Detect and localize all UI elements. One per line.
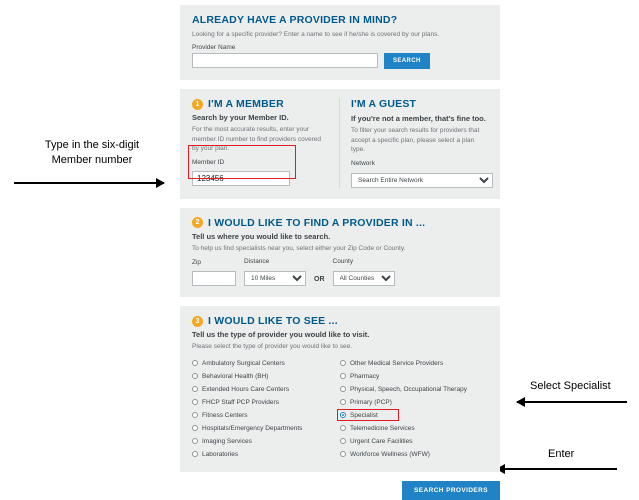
provider-card-title: ALREADY HAVE A PROVIDER IN MIND? bbox=[192, 14, 398, 26]
provider-type-option[interactable] bbox=[192, 422, 340, 435]
radio-icon[interactable] bbox=[340, 425, 346, 431]
provider-name-input[interactable] bbox=[192, 53, 378, 68]
radio-icon[interactable] bbox=[340, 399, 346, 405]
location-subtitle-strong: Tell us where you would like to search. bbox=[192, 231, 331, 241]
provider-type-option[interactable] bbox=[192, 383, 340, 396]
provider-type-option[interactable] bbox=[192, 435, 340, 448]
provider-type-option-label: Urgent Care Facilities bbox=[350, 437, 413, 445]
county-label: County bbox=[332, 258, 354, 266]
provider-type-option[interactable] bbox=[340, 396, 488, 409]
provider-type-options-right bbox=[340, 357, 488, 461]
provider-name-card bbox=[180, 5, 500, 80]
provider-type-option[interactable] bbox=[192, 370, 340, 383]
search-providers-button[interactable]: SEARCH PROVIDERS bbox=[402, 481, 500, 500]
radio-icon[interactable] bbox=[192, 399, 198, 405]
radio-icon[interactable] bbox=[192, 412, 198, 418]
guest-subtitle: To filter your search results for providers that accept a specific plan, please select a plan type. bbox=[351, 127, 480, 154]
provider-type-option[interactable] bbox=[192, 357, 340, 370]
provider-type-option-label: Specialist bbox=[350, 411, 378, 419]
provider-name-label: Provider Name bbox=[192, 44, 236, 52]
provider-type-option[interactable] bbox=[340, 435, 488, 448]
provider-type-option[interactable] bbox=[340, 422, 488, 435]
network-label: Network bbox=[351, 159, 375, 167]
county-select[interactable] bbox=[333, 271, 395, 286]
provider-type-option-label: Telemedicine Services bbox=[350, 424, 415, 432]
zip-input[interactable] bbox=[192, 271, 236, 286]
provider-type-option-label: Physical, Speech, Occupational Therapy bbox=[350, 385, 467, 393]
annotation-select-specialist: Select Specialist bbox=[530, 380, 611, 392]
provider-type-option-label: Behavioral Health (BH) bbox=[202, 372, 269, 380]
member-section bbox=[192, 98, 340, 187]
provider-search-button[interactable]: SEARCH bbox=[384, 53, 430, 69]
type-subtitle-strong: Tell us the type of provider you would like to visit. bbox=[192, 330, 370, 340]
type-title: I WOULD LIKE TO SEE ... bbox=[208, 315, 338, 328]
location-card bbox=[180, 208, 500, 297]
member-subtitle: For the most accurate results, enter your member ID number to find providers covered by your plan. bbox=[192, 126, 321, 153]
location-subtitle: To help us find specialists near you, select either your Zip Code or County. bbox=[192, 244, 406, 252]
member-guest-card bbox=[180, 89, 500, 198]
annotation-enter: Enter bbox=[548, 448, 575, 460]
provider-type-option-specialist[interactable] bbox=[340, 409, 488, 422]
distance-field bbox=[244, 258, 306, 286]
type-subtitle: Please select the type of provider you would like to see. bbox=[192, 343, 353, 351]
provider-type-option-label: Imaging Services bbox=[202, 437, 252, 445]
guest-title: I'M A GUEST bbox=[351, 98, 417, 111]
provider-type-option[interactable] bbox=[192, 409, 340, 422]
annotation-arrow-member-number bbox=[14, 182, 164, 184]
radio-icon[interactable] bbox=[340, 360, 346, 366]
provider-type-option[interactable] bbox=[340, 370, 488, 383]
provider-type-option-label: Ambulatory Surgical Centers bbox=[202, 359, 285, 367]
radio-icon-selected[interactable] bbox=[340, 412, 346, 418]
provider-type-option[interactable] bbox=[192, 448, 340, 461]
provider-type-option-label: Primary (PCP) bbox=[350, 398, 392, 406]
radio-icon[interactable] bbox=[192, 451, 198, 457]
provider-type-card bbox=[180, 306, 500, 471]
location-title: I WOULD LIKE TO FIND A PROVIDER IN ... bbox=[208, 216, 426, 229]
annotation-member-number-line1: Type in the six-digit bbox=[44, 139, 140, 151]
annotation-member-number-line2: Member number bbox=[51, 153, 133, 166]
provider-type-option-label: Pharmacy bbox=[350, 372, 380, 380]
radio-icon[interactable] bbox=[192, 425, 198, 431]
provider-type-option-label: Extended Hours Care Centers bbox=[202, 385, 290, 393]
provider-type-option[interactable] bbox=[192, 396, 340, 409]
or-separator: OR bbox=[314, 276, 325, 284]
provider-type-option-label: Workforce Wellness (WFW) bbox=[350, 450, 430, 458]
provider-type-option-label: FHCP Staff PCP Providers bbox=[202, 398, 279, 406]
step-badge-2: 2 bbox=[192, 217, 203, 228]
provider-type-option-label: Hospitals/Emergency Departments bbox=[202, 424, 303, 432]
provider-type-options-left bbox=[192, 357, 340, 461]
guest-section bbox=[340, 98, 488, 187]
provider-type-option[interactable] bbox=[340, 383, 488, 396]
radio-icon[interactable] bbox=[340, 386, 346, 392]
step-badge-3: 3 bbox=[192, 316, 203, 327]
member-id-label: Member ID bbox=[192, 158, 225, 166]
provider-type-option[interactable] bbox=[340, 448, 488, 461]
radio-icon[interactable] bbox=[340, 451, 346, 457]
zip-label: Zip bbox=[192, 259, 202, 267]
distance-select[interactable] bbox=[244, 271, 306, 286]
radio-icon[interactable] bbox=[340, 438, 346, 444]
annotation-member-number bbox=[12, 138, 172, 168]
radio-icon[interactable] bbox=[192, 438, 198, 444]
annotation-arrow-enter bbox=[497, 468, 617, 470]
provider-search-app bbox=[180, 5, 500, 500]
radio-icon[interactable] bbox=[340, 373, 346, 379]
provider-type-option-label: Other Medical Service Providers bbox=[350, 359, 444, 367]
step-badge-1: 1 bbox=[192, 99, 203, 110]
provider-type-option-label: Laboratories bbox=[202, 450, 239, 458]
radio-icon[interactable] bbox=[192, 360, 198, 366]
distance-label: Distance bbox=[244, 258, 270, 266]
radio-icon[interactable] bbox=[192, 373, 198, 379]
county-field bbox=[333, 258, 395, 286]
network-select[interactable] bbox=[351, 173, 493, 188]
member-subtitle-strong: Search by your Member ID. bbox=[192, 113, 289, 123]
member-id-input[interactable] bbox=[192, 171, 290, 186]
provider-card-subtitle: Looking for a specific provider? Enter a name to see if he/she is covered by our plans. bbox=[192, 31, 440, 38]
radio-icon[interactable] bbox=[192, 386, 198, 392]
zip-field bbox=[192, 259, 236, 286]
guest-subtitle-strong: If you're not a member, that's fine too. bbox=[351, 114, 486, 124]
member-title: I'M A MEMBER bbox=[208, 98, 284, 111]
annotation-arrow-select-specialist bbox=[517, 401, 627, 403]
provider-type-option-label: Fitness Centers bbox=[202, 411, 248, 419]
provider-type-option[interactable] bbox=[340, 357, 488, 370]
